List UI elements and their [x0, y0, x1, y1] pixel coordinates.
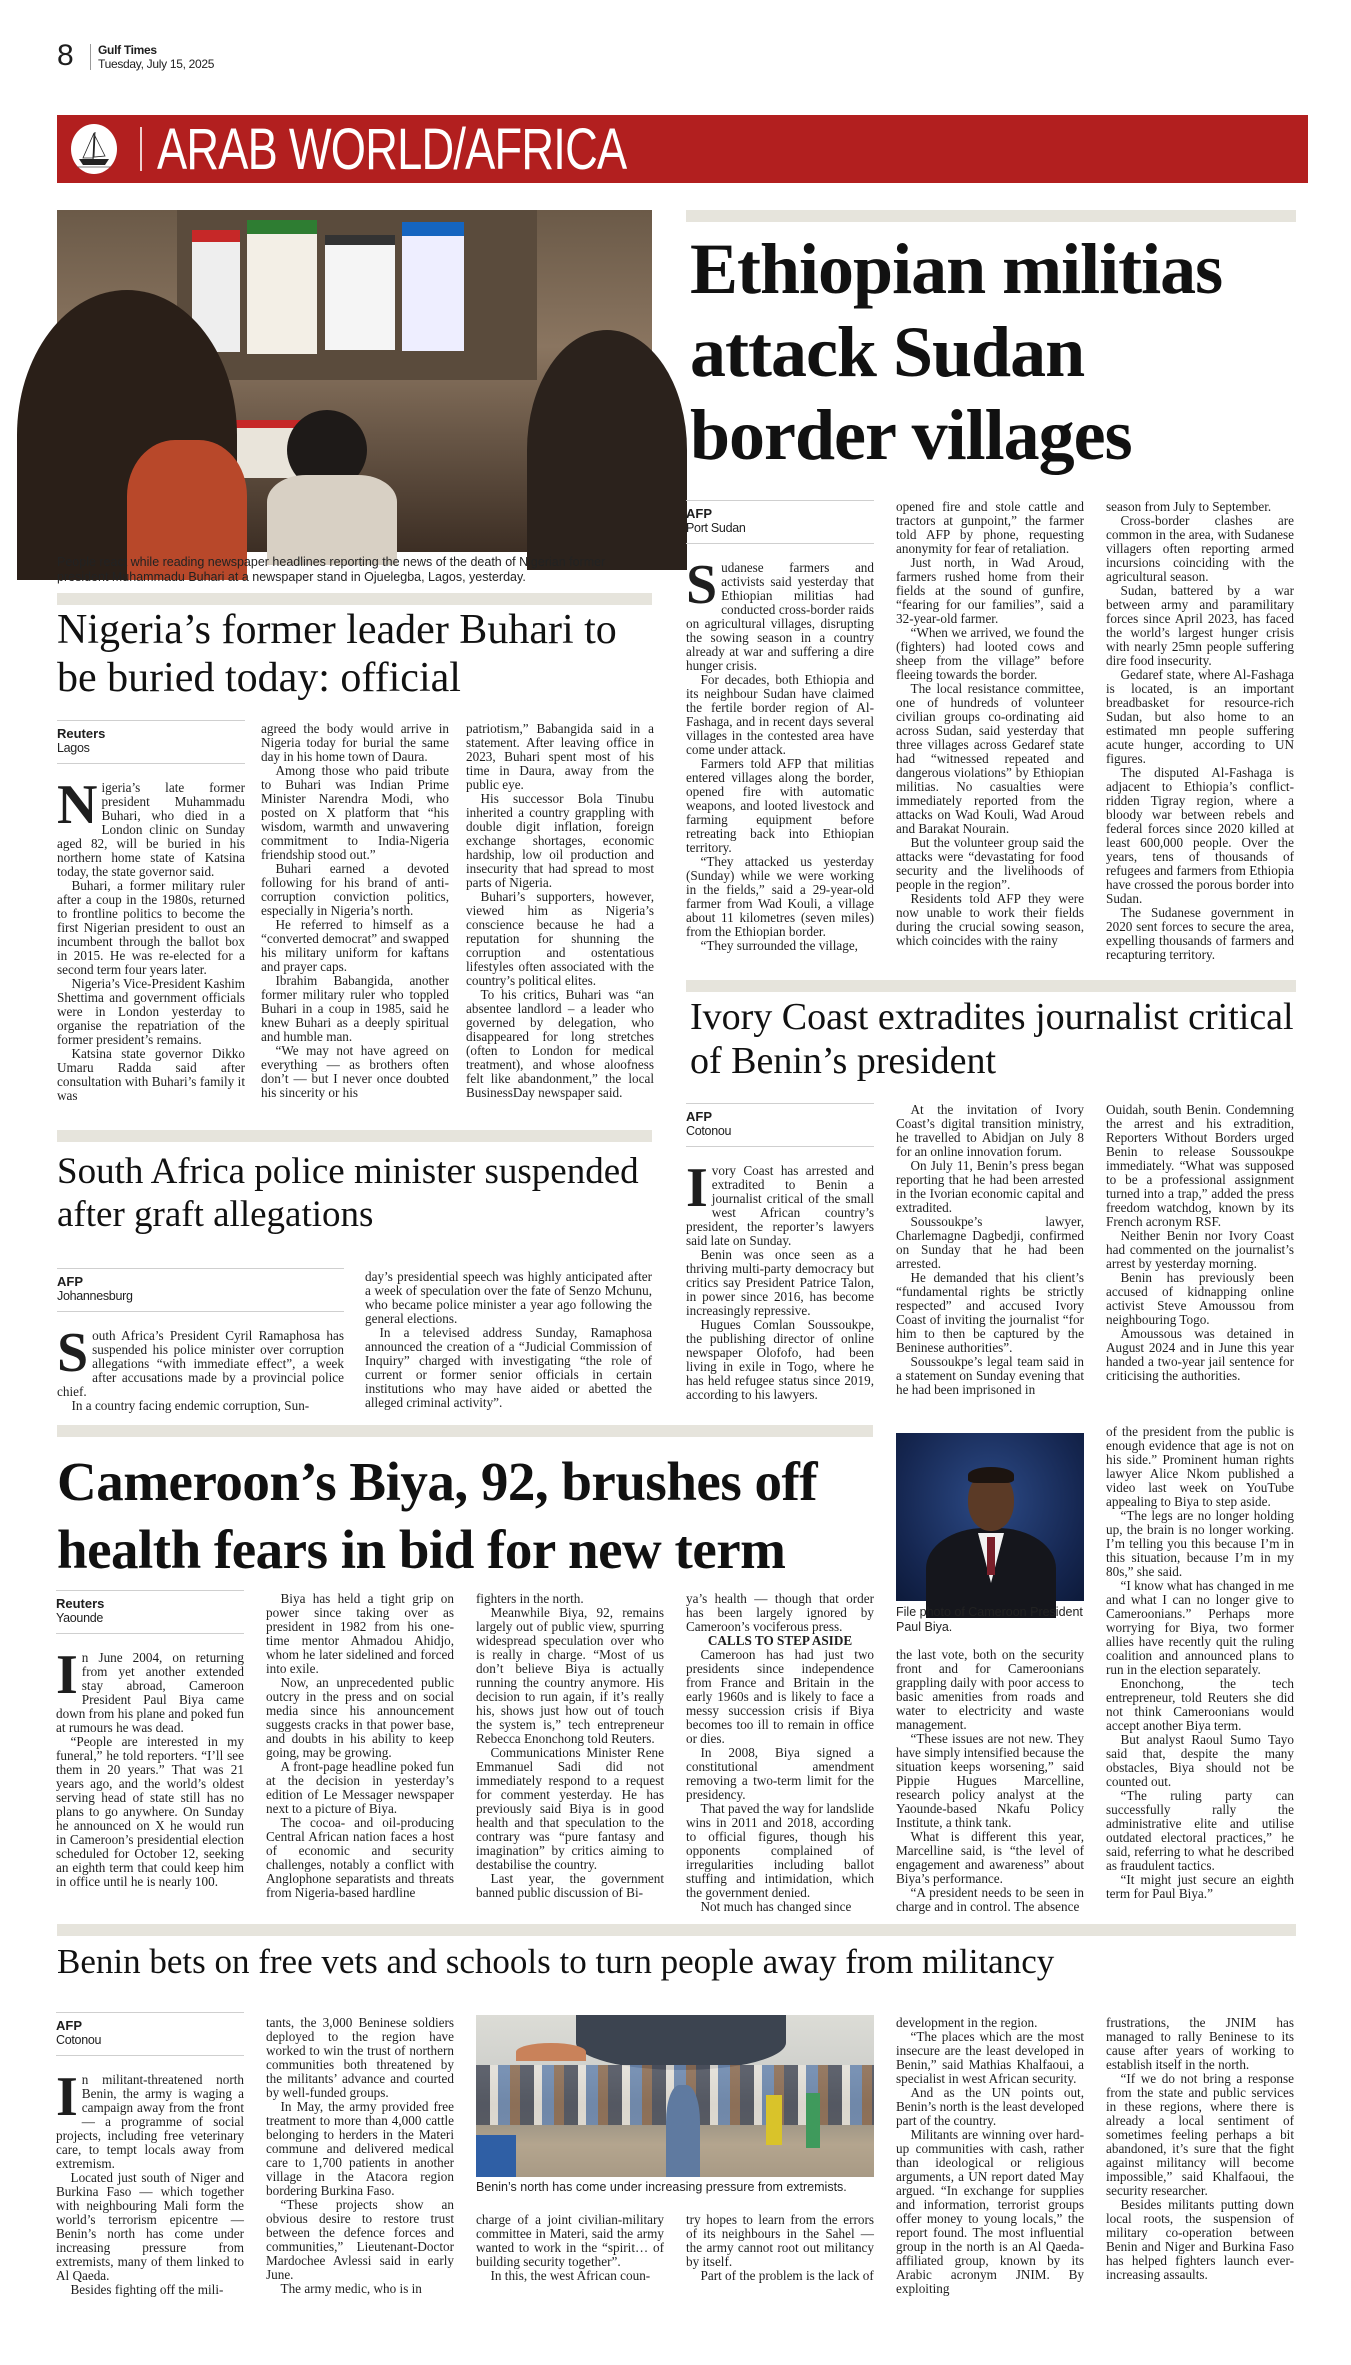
paragraph: “It might just secure an eighth term for Paul Biya.” [1106, 1872, 1294, 1901]
article-body [896, 1648, 1084, 1914]
article-body [365, 1270, 652, 1410]
paragraph: In militant-threatened north Benin, the army is waging a campaign away from the front — a programme of social projects, including free veterinary care, to tempt locals away from extremism. [56, 2066, 244, 2171]
paragraph: “When we arrived, we found the (fighters) had looted cows and sheep from the village” before fleeing towards the border. [896, 625, 1084, 682]
article-column [1106, 1425, 1294, 1918]
article-body [476, 1592, 664, 1900]
article-column [266, 1592, 454, 1918]
paragraph: Located just south of Niger and Burkina Faso — which together with neighbouring Mali form the world’s terrorism epicentre — Benin’s north has come under increasing pressure from extremists, many of them linked to Al Qaeda. [56, 2170, 244, 2283]
article-body [1106, 2016, 1294, 2282]
paragraph: Sudanese farmers and activists said yesterday that Ethiopian militias had conducted cross-border raids on agricultural villages, disrupting the sowing season in a country already at war and suffering a dire hunger crisis. [686, 554, 874, 673]
article-column [896, 1103, 1084, 1403]
paragraph: opened fire and stole cattle and tractors at gunpoint,” the farmer told AFP by phone, requesting anonymity for fear of retaliation. [896, 499, 1084, 556]
byline [57, 720, 245, 764]
section-rule [57, 1130, 652, 1142]
news-agency: Reuters [57, 726, 106, 741]
photo-caption: People react while reading newspaper headlines reporting the news of the death of Nigerian former president Muhammadu Buhari at a newspaper stand in Ojuelegba, Lagos, yesterday. [57, 555, 606, 584]
article-column [686, 1103, 874, 1403]
lead-headline: Ethiopian militias attack Sudan border villages [690, 229, 1223, 475]
paragraph: Ouidah, south Benin. Condemning the arrest and his extradition, Reporters Without Borders urged Benin to release Soussoukpe immediately. “What was supposed to be a professional assignment turned into a trap,” added the press freedom watchdog, known by its French acronym RSF. [1106, 1102, 1294, 1229]
article-body [896, 500, 1084, 948]
article-body [1106, 1425, 1294, 1901]
headline: Ivory Coast extradites journalist critical of Benin’s president [690, 996, 1294, 1082]
paragraph: Part of the problem is the lack of [700, 2268, 874, 2283]
paragraph: fighters in the north. [476, 1591, 584, 1606]
paragraph: Nigeria’s Vice-President Kashim Shettima and government officials were in London yesterday to organise the repatriation of the former president’s remains. [57, 976, 245, 1047]
article-body [56, 2066, 244, 2297]
paragraph: Sudan, battered by a war between army and paramilitary forces since April 2023, has faced the world’s largest hunger crisis with nearly 25mn people suffering dire food insecurity. [1106, 583, 1294, 668]
article-body [476, 2213, 664, 2283]
paragraph: Nigeria’s late former president Muhammadu Buhari, who died in a London clinic on Sunday aged 82, will be buried in his northern home state of Katsina today, the state governor said. [57, 774, 245, 879]
newspaper-name: Gulf Times [98, 43, 157, 57]
paragraph: “These issues are not new. They have simply intensified because the situation keeps worsening,” said Pippie Hugues Marcelline, research policy analyst at the Yaounde-based Nkafu Policy Institute, a think tank. [896, 1731, 1084, 1830]
paragraph: Biya has held a tight grip on power since taking over as president in 1982 from his one-time mentor Ahmadou Ahidjo, whom he later sidelined and forced into exile. [266, 1591, 454, 1676]
news-agency: AFP [686, 1109, 712, 1124]
paragraph: Militants are winning over hard-up communities with cash, rather than ideological or religious arguments, a UN report dated May argued. “In exchange for supplies and information, terrorist groups offer money to young locals,” the report found. The most influential group in the north is an Al Qaeda-affiliated group, known by its Arabic acronym JNIM. By exploiting [896, 2127, 1084, 2296]
paragraph: To his critics, Buhari was “an absentee landlord – a leader who governed by delegation, who disappeared for long stretches (often to London for medical treatment), and whose aloofness felt like abandonment,” the local BusinessDay newspaper said. [466, 987, 654, 1100]
divider [140, 127, 142, 171]
dateline: Yaounde [56, 1611, 104, 1625]
issue-date: Tuesday, July 15, 2025 [98, 57, 215, 71]
paragraph: “A president needs to be seen in charge and in control. The absence [896, 1885, 1084, 1914]
paragraph: “People are interested in my funeral,” he told reporters. “I’ll see them in 20 years.” That was 21 years ago, and the world’s oldest serving head of state still has no plans to go anywhere. On Sunday he announced on X he would run in Cameroon’s presidential election scheduled for October 12, seeking an eighth term that could keep him in office until he is nearly 100. [56, 1734, 244, 1889]
article-column [896, 1648, 1084, 1918]
article-body [57, 774, 245, 1103]
article-column [57, 720, 245, 1110]
paragraph: In a country facing endemic corruption, Sun- [71, 1398, 310, 1413]
section-rule [57, 593, 652, 605]
paragraph: Buhari’s supporters, however, viewed him as Nigeria’s conscience because he had a reputation for shunning the corruption and ostentatious lifestyles often associated with the country’s political elites. [466, 889, 654, 988]
paragraph: Soussoukpe’s lawyer, Charlemagne Dagbedji, confirmed on Sunday that he had been arrested. [896, 1214, 1084, 1271]
dateline: Johannesburg [57, 1289, 133, 1303]
paragraph: Just north, in Wad Aroud, farmers rushed home from their fields at the sound of gunfire, “fearing for our families”, said a 32-year-old farmer. [896, 555, 1084, 626]
paragraph: Meanwhile Biya, 92, remains largely out of public view, spurring widespread speculation over who is really in charge. “Most of us don’t believe Biya is actually running the country anymore. His decision to run again, if it’s really his, shows just how out of touch the system is,” tech entrepreneur Rebecca Enonchong told Reuters. [476, 1605, 664, 1746]
paragraph: In this, the west African coun- [490, 2268, 651, 2283]
paul-biya-photo [896, 1433, 1084, 1601]
section-rule [57, 1924, 1296, 1936]
paragraph: He demanded that his client’s “fundamental rights be strictly respected” and accused Ivory Coast of inviting the journalist “for him to then be captured by the Beninese authorities”. [896, 1270, 1084, 1355]
paragraph: Not much has changed since [700, 1899, 852, 1914]
byline [56, 1590, 244, 1634]
paragraph: Communications Minister Rene Emmanuel Sadi did not immediately respond to a request for comment yesterday. He has previously said Biya is in good health and that speculation to the contrary was “pure fantasy and imagination” by critics aiming to destabilise the country. [476, 1745, 664, 1872]
dateline: Cotonou [686, 1124, 732, 1138]
paragraph: Now, an unprecedented public outcry in the press and on social media since his announcement suggests cracks in that power base, and doubts in his ability to keep going, may be growing. [266, 1675, 454, 1760]
paragraph: At the invitation of Ivory Coast’s digital transition ministry, he travelled to Abidjan on July 8 for an online innovation forum. [896, 1102, 1084, 1159]
article-column [261, 722, 449, 1112]
paragraph: Amoussous was detained in August 2024 and in June this year handed a two-year jail sentence for criticising the authorities. [1106, 1326, 1294, 1383]
paragraph: The local resistance committee, one of hundreds of volunteer civilian groups co-ordinating aid across Sudan, said yesterday that three villages across Gedaref state had “witnessed repeated and dangerous violations” by Ethiopian militias. No casualties were immediately reported from the attacks on Wad Kouli, Wad Aroud and Barakat Nourain. [896, 681, 1084, 836]
section-rule [686, 980, 1296, 992]
byline [686, 500, 874, 544]
paragraph: Cameroon has had just two presidents since independence from France and Britain in the early 1960s and is likely to face a messy succession crisis if Biya becomes too ill to remain in office or dies. [686, 1647, 874, 1746]
paragraph: Buhari earned a devoted following for his brand of anti-corruption conviction politics, especially in Nigeria’s north. [261, 861, 449, 918]
article-column [1106, 499, 1294, 962]
article-column [686, 500, 874, 953]
paragraph: He referred to himself as a “converted democrat” and swapped his military uniform for kaftans and prayer caps. [261, 917, 449, 974]
paragraph: Katsina state governor Dikko Umaru Radda said after consultation with Buhari’s family it was [57, 1046, 245, 1103]
dateline: Lagos [57, 741, 90, 755]
article-column [686, 1592, 874, 1918]
news-agency: AFP [57, 1274, 83, 1289]
paragraph: frustrations, the JNIM has managed to rally Beninese to its cause after years of working to establish itself in the north. [1106, 2015, 1294, 2072]
paragraph: “If we do not bring a response from the state and public services in these regions, where there is already a local sentiment of sometimes feeling perhaps a bit abandoned, it’s sure that the fight against militancy will become impossible,” said Khalfaoui, the security researcher. [1106, 2071, 1294, 2198]
paragraph: “The ruling party can successfully rally the administrative elite and utilise outdated electoral practices,” he said, referring to what he described as fraudulent tactics. [1106, 1788, 1294, 1873]
section-rule [57, 1425, 873, 1437]
paragraph: Cross-border clashes are common in the area, with Sudanese villagers often reporting armed incursions coinciding with the agricultural season. [1106, 513, 1294, 584]
paragraph: Benin was once seen as a thriving multi-party democracy but critics say President Patrice Talon, in power since 2016, has become increasingly repressive. [686, 1247, 874, 1318]
paragraph: What is different this year, Marcelline said, is “the level of engagement and awareness” about Biya’s performance. [896, 1829, 1084, 1886]
paragraph: development in the region. [896, 2015, 1038, 2030]
paragraph: In a televised address Sunday, Ramaphosa announced the creation of a “Judicial Commission of Inquiry” charged with investigating “the role of current or former senior officials in certain institutions who may have aided or abetted the alleged criminal activity”. [365, 1325, 652, 1410]
paragraph: On July 11, Benin’s press began reporting that he had been arrested in the Ivorian economic capital and extradited. [896, 1158, 1084, 1215]
article-column [1106, 2016, 1294, 2282]
article-body [686, 554, 874, 953]
section-banner [57, 115, 1308, 183]
headline: Cameroon’s Biya, 92, brushes off health fears in bid for new term [57, 1451, 818, 1580]
article-body [266, 2016, 454, 2296]
paragraph: For decades, both Ethiopia and its neighbour Sudan have claimed the fertile border region of Al-Fashaga, and in recent days several villages in the contested area have come under attack. [686, 672, 874, 757]
paragraph: “I know what has changed in me and what I can no longer give to Cameroonians.” Perhaps more worrying for Biya, two former allies have recently quit the ruling coalition and announced plans to run in the election separately. [1106, 1578, 1294, 1677]
paragraph: In 2008, Biya signed a constitutional amendment removing a two-term limit for the presidency. [686, 1745, 874, 1802]
paragraph: His successor Bola Tinubu inherited a country grappling with double digit inflation, foreign exchange shortages, economic hardship, low oil production and insecurity that had spread to most parts of Nigeria. [466, 791, 654, 890]
paragraph: season from July to September. [1106, 499, 1272, 514]
paragraph: Ibrahim Babangida, another former military ruler who toppled Buhari in a coup in 1985, said he knew Buhari as a deeply spiritual and humble man. [261, 973, 449, 1044]
article-body [686, 1592, 874, 1914]
paragraph: Besides fighting off the mili- [70, 2282, 224, 2297]
paragraph: The disputed Al-Fashaga is adjacent to Ethiopia’s conflict-ridden Tigray region, where a bloody war between rebels and federal forces since 2020 killed at least 600,000 people. Over the years, tens of thousands of refugees and farmers from Ethiopia have crossed the porous border into Sudan. [1106, 765, 1294, 906]
article-body [686, 2213, 874, 2283]
paragraph: “The legs are no longer holding up, the brain is no longer working. I’m telling you this because I’m in this situation, because I’m in my 80s,” she said. [1106, 1508, 1294, 1579]
paragraph: Hugues Comlan Soussoukpe, the publishing director of online newspaper Olofofo, had been living in exile in Togo, where he has held refugee status since 2019, according to his lawyers. [686, 1317, 874, 1402]
paragraph: But analyst Raoul Sumo Tayo said that, despite the many obstacles, Biya should not be counted out. [1106, 1732, 1294, 1789]
dateline: Port Sudan [686, 521, 746, 535]
paragraph: Residents told AFP they were now unable to work their fields during the crucial sowing season, which coincides with the rainy [896, 891, 1084, 948]
news-agency: AFP [56, 2018, 82, 2033]
paragraph: “They surrounded the village, [700, 938, 858, 953]
news-agency: Reuters [56, 1596, 105, 1611]
byline [56, 2012, 244, 2056]
paragraph: South Africa’s President Cyril Ramaphosa has suspended his police minister over corruption allegations “with immediate effect”, a week after accusations made by a provincial police chief. [57, 1322, 344, 1399]
paragraph: try hopes to learn from the errors of its neighbours in the Sahel — the army cannot root out militancy by itself. [686, 2212, 874, 2269]
paragraph: That paved the way for landslide wins in 2011 and 2018, according to official figures, though his opponents complained of irregularities including ballot stuffing and intimidation, which the government denied. [686, 1801, 874, 1900]
paragraph: day’s presidential speech was highly anticipated after a week of speculation over the fate of Senzo Mchunu, who became police minister a year ago following the general elections. [365, 1269, 652, 1326]
article-column [56, 2012, 244, 2297]
article-column [896, 2015, 1084, 2296]
article-column [476, 1592, 664, 1918]
benin-market-photo [476, 2015, 874, 2177]
paragraph: the last vote, both on the security front and for Cameroonians grappling daily with poor access to basic amenities from roads and water to electricity and waste management. [896, 1647, 1084, 1732]
photo-caption: File photo of Cameroon President Paul Biya. [896, 1605, 1083, 1634]
paragraph: “These projects show an obvious desire to restore trust between the defence forces and communities,” Lieutenant-Doctor Mardochee Avlessi said in early June. [266, 2197, 454, 2282]
paragraph: Benin has previously been accused of kidnapping online activist Steve Amoussou from neighbouring Togo. [1106, 1270, 1294, 1327]
paragraph: patriotism,” Babangida said in a statement. After leaving office in 2023, Buhari spent most of his time in Daura, away from the public eye. [466, 721, 654, 792]
article-column [476, 2213, 664, 2283]
section-title: ARAB WORLD/AFRICA [157, 117, 627, 182]
article-column [266, 2015, 454, 2296]
paragraph: Last year, the government banned public discussion of Bi- [476, 1871, 664, 1900]
article-body [1106, 1103, 1294, 1383]
dhow-boat-icon [71, 124, 117, 174]
subheading: CALLS TO STEP ASIDE [707, 1633, 853, 1648]
article-body [56, 1644, 244, 1889]
headline: Nigeria’s former leader Buhari to be buried today: official [57, 607, 617, 701]
article-body [266, 1592, 454, 1900]
paragraph: Farmers told AFP that militias entered villages along the border, opened fire with automatic weapons, and looted livestock and farming equipment before retreating back into Ethiopian territory. [686, 756, 874, 855]
paragraph: Gedaref state, where Al-Fashaga is located, is an important breadbasket for resource-rich Sudan, but also home to an estimated mn people suffering acute hunger, according to UN figures. [1106, 667, 1294, 766]
paragraph: A front-page headline poked fun at the decision in yesterday’s edition of Le Messager newspaper next to a picture of Biya. [266, 1759, 454, 1816]
photo-caption: Benin’s north has come under increasing pressure from extremists. [476, 2180, 847, 2194]
paragraph: The Sudanese government in 2020 sent forces to secure the area, expelling thousands of farmers and recapturing territory. [1106, 905, 1294, 962]
paragraph: Ivory Coast has arrested and extradited to Benin a journalist critical of the small west African country’s president, the reporter’s lawyers said late on Sunday. [686, 1157, 874, 1248]
paragraph: agreed the body would arrive in Nigeria today for burial the same day in his home town of Daura. [261, 721, 449, 764]
paragraph: Buhari, a former military ruler after a coup in the 1980s, returned to frontline politics to become the first Nigerian president to oust an incumbent through the ballot box in 2015. He was re-elected for a second term four years later. [57, 878, 245, 977]
paragraph: ya’s health — though that order has been largely ignored by Cameroon’s vociferous press. [686, 1591, 874, 1634]
article-body [896, 1103, 1084, 1397]
paragraph: “The places which are the most insecure are the least developed in Benin,” said Mathias Khalfaoui, a specialist in west African security. [896, 2029, 1084, 2086]
article-column [56, 1590, 244, 1918]
article-body [466, 722, 654, 1100]
paragraph: Besides militants putting down local roots, the suspension of military co-operation between Benin and Niger and Burkina Faso has helped fighters launch ever-increasing assaults. [1106, 2197, 1294, 2282]
article-column [365, 1270, 652, 1410]
paragraph: The cocoa- and oil-producing Central African nation faces a host of economic and security challenges, notably a conflict with Anglophone separatists and threats from Nigeria-based hardline [266, 1815, 454, 1900]
page-number: 8 [57, 39, 74, 72]
paragraph: Enonchong, the tech entrepreneur, told Reuters she did not think Cameroonians would accept another Biya term. [1106, 1676, 1294, 1733]
article-column [57, 1268, 344, 1413]
article-body [57, 1322, 344, 1413]
article-body [261, 722, 449, 1100]
divider [90, 44, 91, 70]
paragraph: But the volunteer group said the attacks were “devastating for food security and the livelihoods of people in the region”. [896, 835, 1084, 892]
article-body [686, 1157, 874, 1402]
paragraph: Soussoukpe’s legal team said in a statement on Sunday evening that he had been imprisoned in [896, 1354, 1084, 1397]
nigeria-newspaper-stand-photo [57, 210, 652, 552]
article-body [1106, 500, 1294, 962]
paragraph: In June 2004, on returning from yet another extended stay abroad, Cameroon President Paul Biya came down from his plane and poked fun at rumours he was dead. [56, 1644, 244, 1735]
byline [57, 1268, 344, 1312]
news-agency: AFP [686, 506, 712, 521]
paragraph: tants, the 3,000 Beninese soldiers deployed to the region have worked to win the trust of northern communities both threatened by the militants’ advance and courted by well-funded groups. [266, 2015, 454, 2100]
paragraph: of the president from the public is enough evidence that age is not on his side.” Prominent human rights lawyer Alice Nkom published a video last week on YouTube appealing to Biya to step aside. [1106, 1424, 1294, 1509]
paragraph: And as the UN points out, Benin’s north is the least developed part of the country. [896, 2085, 1084, 2128]
section-rule [686, 210, 1296, 222]
paragraph: charge of a joint civilian-military committee in Materi, said the army wanted to work in the “spirit… of building security together”. [476, 2212, 664, 2269]
paragraph: Among those who paid tribute to Buhari was Indian Prime Minister Narendra Modi, who posted on X platform that “his wisdom, warmth and unwavering commitment to India-Nigeria friendship stood out.” [261, 763, 449, 862]
headline: South Africa police minister suspended after graft allegations [57, 1151, 639, 1235]
paragraph: In May, the army provided free treatment to more than 4,000 cattle belonging to herders in the Materi commune and delivered medical care to 1,700 patients in another village in the Atacora region bordering Burkina Faso. [266, 2099, 454, 2198]
byline [686, 1103, 874, 1147]
article-column [686, 2213, 874, 2283]
article-body [896, 2016, 1084, 2296]
paragraph: Neither Benin nor Ivory Coast had commented on the journalist’s arrest by yesterday morning. [1106, 1228, 1294, 1271]
article-column [1106, 1103, 1294, 1403]
paragraph: “We may not have agreed on everything — as brothers often don’t — but I never once doubted his sincerity or his [261, 1043, 449, 1100]
headline: Benin bets on free vets and schools to turn people away from militancy [57, 1942, 1055, 1981]
paragraph: The army medic, who is in [280, 2281, 422, 2296]
paragraph: “They attacked us yesterday (Sunday) while we were working in the fields,” said a 29-year-old farmer from Wad Kouli, a village about 11 kilometres (seven miles) from the Ethiopian border. [686, 854, 874, 939]
dateline: Cotonou [56, 2033, 102, 2047]
article-column [466, 722, 654, 1112]
article-column [896, 499, 1084, 948]
